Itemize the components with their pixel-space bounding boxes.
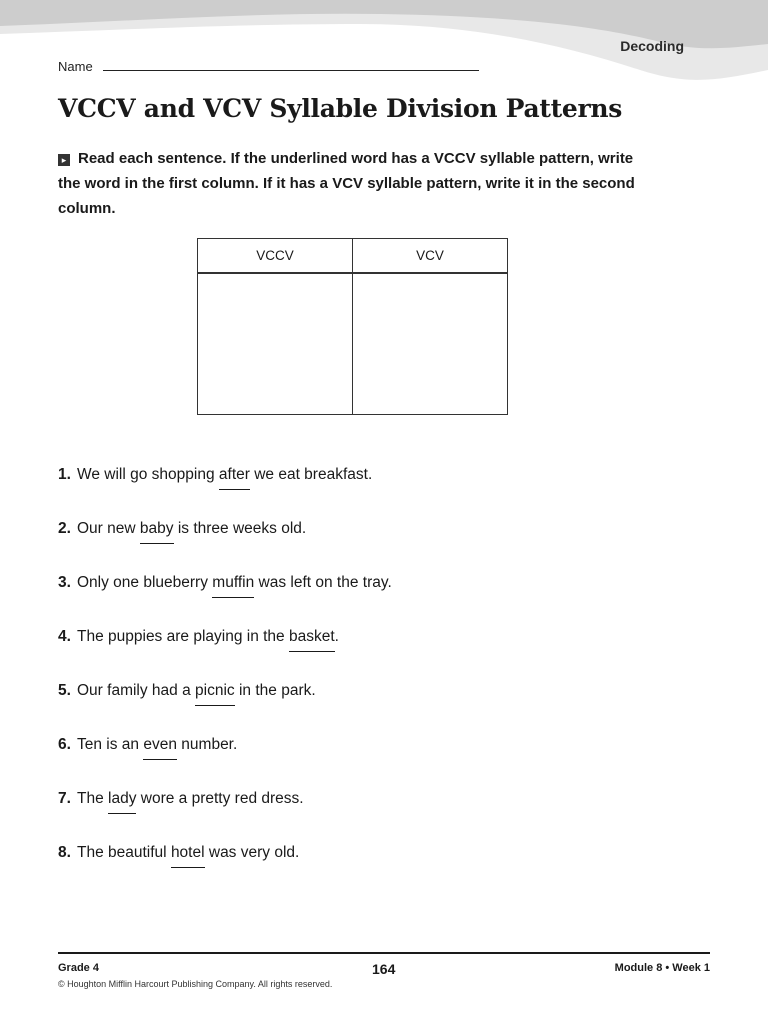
sentence-text-before: We will go shopping xyxy=(77,466,219,483)
name-label: Name xyxy=(58,59,93,74)
underlined-word: muffin xyxy=(212,574,255,591)
underlined-word: lady xyxy=(108,790,137,807)
underlined-word: baby xyxy=(139,520,174,537)
page-title: VCCV and VCV Syllable Division Patterns xyxy=(58,94,622,123)
underlined-word: picnic xyxy=(195,682,235,699)
page-number: 164 xyxy=(372,961,396,977)
sentence-number: 3. xyxy=(58,574,71,591)
sentence-number: 8. xyxy=(58,844,71,861)
sentence-number: 6. xyxy=(58,736,71,753)
sentence-text-after: . xyxy=(334,628,339,645)
sentence-number: 5. xyxy=(58,682,71,699)
underlined-word: even xyxy=(143,736,177,753)
sentence-number: 4. xyxy=(58,628,71,645)
sorting-table xyxy=(197,238,508,415)
sentence-item xyxy=(58,628,339,646)
column-header-vccv: VCCV xyxy=(198,239,353,274)
sentence-text-after: we eat breakfast. xyxy=(249,466,373,483)
name-field[interactable] xyxy=(58,58,488,76)
sentence-number: 1. xyxy=(58,466,71,483)
footer-module: Module 8 • Week 1 xyxy=(614,962,710,974)
instructions-text: Read each sentence. If the underlined word has a VCCV syllable pattern, write the word in the first column. If it has a VCV syllable pattern, write it in the second column. xyxy=(58,150,635,217)
sentence-text-after: number. xyxy=(176,736,238,753)
sentence-item xyxy=(58,736,237,754)
sentence-text-before: The xyxy=(77,790,109,807)
instructions xyxy=(58,146,658,221)
sentence-text-before: The puppies are playing in the xyxy=(77,628,289,645)
sentence-item xyxy=(58,790,304,808)
copyright-notice: © Houghton Mifflin Harcourt Publishing Company. All rights reserved. xyxy=(58,979,333,989)
sentence-text-before: Ten is an xyxy=(77,736,144,753)
footer-grade: Grade 4 xyxy=(58,962,99,974)
name-line[interactable] xyxy=(103,70,479,71)
sentence-item xyxy=(58,520,306,538)
play-arrow-icon: ▸ xyxy=(58,154,70,166)
sentence-text-before: Only one blueberry xyxy=(77,574,213,591)
sentence-item xyxy=(58,574,392,592)
sentence-text-after: wore a pretty red dress. xyxy=(136,790,304,807)
sentence-text-before: Our new xyxy=(77,520,140,537)
vcv-answer-cell[interactable] xyxy=(353,273,508,415)
sentence-text-before: Our family had a xyxy=(77,682,196,699)
sentence-text-after: in the park. xyxy=(234,682,316,699)
sentence-item xyxy=(58,466,372,484)
underlined-word: basket xyxy=(288,628,335,645)
sentence-number: 2. xyxy=(58,520,71,537)
column-header-vcv: VCV xyxy=(353,239,508,274)
footer-divider xyxy=(58,952,710,954)
section-label: Decoding xyxy=(620,38,684,54)
sentence-text-after: was very old. xyxy=(204,844,300,861)
sentence-item xyxy=(58,682,316,700)
sentence-number: 7. xyxy=(58,790,71,807)
underlined-word: after xyxy=(218,466,250,483)
vccv-answer-cell[interactable] xyxy=(198,273,353,415)
sentence-text-before: The beautiful xyxy=(77,844,171,861)
sentence-text-after: is three weeks old. xyxy=(173,520,307,537)
sentence-text-after: was left on the tray. xyxy=(254,574,392,591)
sentence-item xyxy=(58,844,299,862)
underlined-word: hotel xyxy=(170,844,205,861)
